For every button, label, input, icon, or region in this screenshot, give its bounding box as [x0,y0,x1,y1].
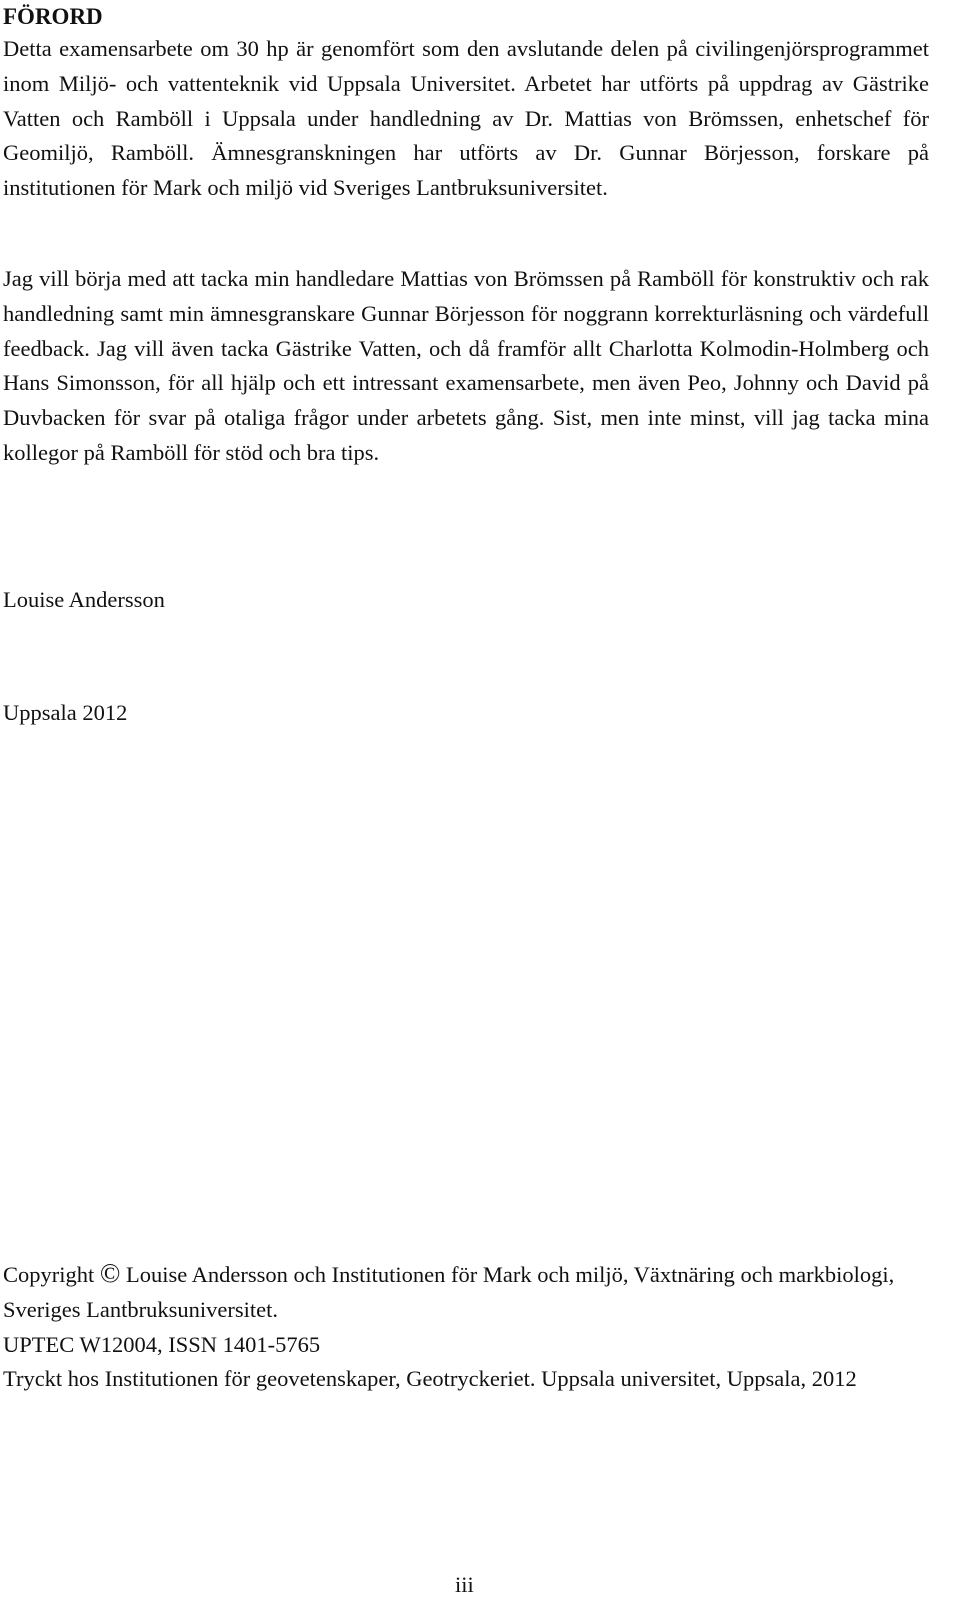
copyright-holder: Louise Andersson och Institutionen för Mark och miljö, Växtnäring och markbiologi, Sveriges Lantbruksuniversitet. [3,1262,895,1322]
series-number: UPTEC W12004, ISSN 1401-5765 [3,1331,321,1357]
copyright-notice [3,1258,929,1328]
printer-info: Tryckt hos Institutionen för geovetenskaper, Geotryckeriet. Uppsala universitet, Uppsala, 2012 [3,1366,857,1392]
copyright-icon: © [99,1258,121,1288]
foreword-paragraph-1: Detta examensarbete om 30 hp är genomfört som den avslutande delen på civilingenjörsprogrammet inom Miljö- och vattenteknik vid Uppsala Universitet. Arbetet har utförts på uppdrag av Gästrike Vatten och Ramböll i Uppsala under handledning av Dr. Mattias von Brömssen, enhetschef för Geomiljö, Ramböll. Ämnesgranskningen har utförts av Dr. Gunnar Börjesson, forskare på institutionen för Mark och miljö vid Sveriges Lantbruksuniversitet. [3,36,929,201]
colophon [3,1258,929,1397]
page-number: iii [455,1572,474,1597]
copyright-word: Copyright [3,1262,95,1287]
place-and-year: Uppsala 2012 [3,700,128,725]
foreword-title: FÖRORD [3,4,103,29]
foreword-paragraph-2: Jag vill börja med att tacka min handledare Mattias von Brömssen på Ramböll för konstruktiv och rak handledning samt min ämnesgranskare Gunnar Börjesson för noggrann korrekturläsning och värdefull feedback. Jag vill även tacka Gästrike Vatten, och då framför allt Charlotta Kolmodin-Holmberg och Hans Simonsson, för all hjälp och ett intressant examensarbete, men även Peo, Johnny och David på Duvbacken för svar på otaliga frågor under arbetets gång. Sist, men inte minst, vill jag tacka mina kollegor på Ramböll för stöd och bra tips. [3,266,929,465]
author-name: Louise Andersson [3,587,165,612]
